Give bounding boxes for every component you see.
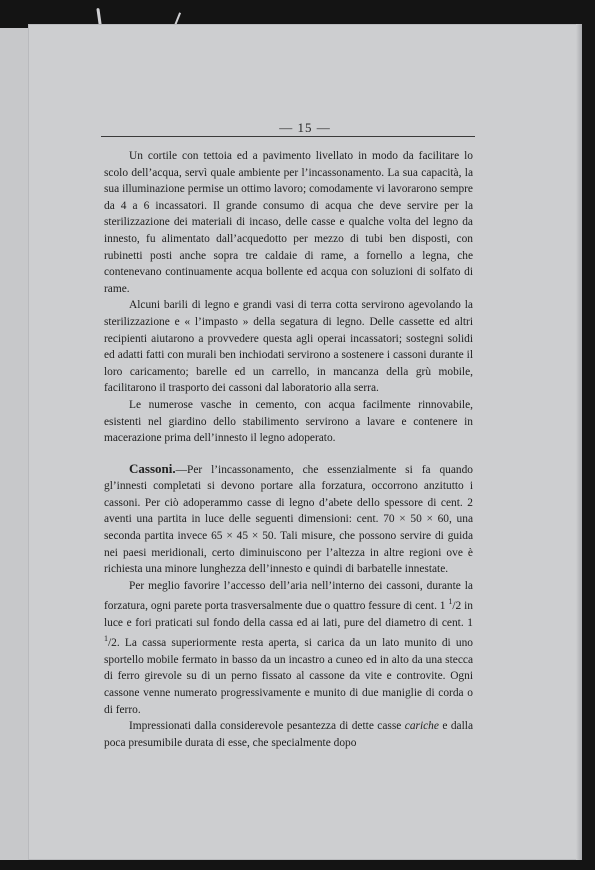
paragraph-text: Per meglio favorire l’accesso dell’aria nell’interno dei cassoni, durante la forzatura, ogni parete porta trasversalmente due o quattro fessure di cent. 1 bbox=[104, 579, 473, 613]
paragraph-text: in luce e fori praticati sul fondo della cassa ed ai lati, pure del diametro di cent. 1 bbox=[104, 600, 473, 629]
italic-word: cariche bbox=[404, 720, 439, 733]
page-number: — 15 — bbox=[279, 120, 331, 135]
fraction-numerator: 1 bbox=[104, 634, 108, 644]
paragraph-text: . La cassa superiormente resta aperta, si carica da un lato munito di uno sportello mobile fermato in basso da un incastro a cuneo ed in alto da una stecca di ferro girevole su di un perno fissato al cassone da vite e controvite. Ogni cassone venne numerato progressivamente e munito di due maniglie di corda o di ferro. bbox=[104, 637, 473, 716]
page-edge-shadow bbox=[576, 24, 582, 860]
paragraph bbox=[104, 718, 473, 751]
paragraph-text: e dalla poca presumibile durata di esse, che specialmente dopo bbox=[104, 720, 473, 749]
paragraph-text: —Per l’incassonamento, che essenzialmente si fa quando gl’innesti completati si devono portare alla forzatura, occorrono anzitutto i cassoni. Per ciò adoperammo casse di legno d’abete dello spessore di cent. 2 aventi una partita in luce delle seguenti dimensioni: cent. 70 × 50 × 60, una seconda partita invece 65 × 45 × 50. Tali misure, che possono servire di guida nei paesi meridionali, certo diminuiscono per l’altezza in altre regioni ove è richiesta una minore lunghezza dell’innesto e quindi di barbatelle innestate. bbox=[104, 463, 473, 576]
paragraph-cassoni bbox=[104, 461, 473, 578]
body-text bbox=[104, 148, 473, 751]
paragraph: Un cortile con tettoia ed a pavimento livellato in modo da facilitare lo scolo dell’acqua, servì quale ambiente per l’incassonamento. La sua capacità, la sua illuminazione permise un ottimo lavoro; comodamente vi lavorarono sempre da 4 a 6 incassatori. Il grande consumo di acqua che deve servire per la sterilizzazione dei materiali di incaso, delle casse e qualche volta del legno da innesto, fu alimentato dall’acquedotto per mezzo di tubi ben disposti, con rubinetti posti anche sopra tre caldaie di rame, a fornello a legna, che contenevano continuamente acqua bollente ed acqua con soluzioni di solfato di rame. bbox=[104, 150, 473, 295]
paragraph-text: Impressionati dalla considerevole pesantezza di dette casse bbox=[129, 720, 405, 733]
paragraph: Le numerose vasche in cemento, con acqua facilmente rinnovabile, esistenti nel giardino dello stabilimento servirono a lavare e contenere in macerazione prima dell’innesto il legno adoperato. bbox=[104, 398, 473, 445]
fraction-numerator: 1 bbox=[448, 597, 453, 607]
paragraph: Alcuni barili di legno e grandi vasi di terra cotta servirono agevolando la sterilizzazione e « l’impasto » della segatura di legno. Delle cassette ed altri recipienti aiutarono a provvedere questa agli operai incassatori; sostegni solidi ed adatti fatti con murali ben inchiodati servirono a sostenere i cassoni durante il loro caricamento; barelle ed un carrello, in mancanza della grù mobile, facilitarono il trasporto dei cassoni dal laboratorio alla serra. bbox=[104, 299, 473, 395]
fraction-denominator: /2 bbox=[452, 600, 462, 613]
section-heading: Cassoni. bbox=[129, 460, 176, 476]
document-page bbox=[28, 24, 582, 860]
header-rule bbox=[101, 136, 475, 137]
paragraph bbox=[104, 578, 473, 718]
fraction-denominator: /2 bbox=[108, 637, 117, 650]
